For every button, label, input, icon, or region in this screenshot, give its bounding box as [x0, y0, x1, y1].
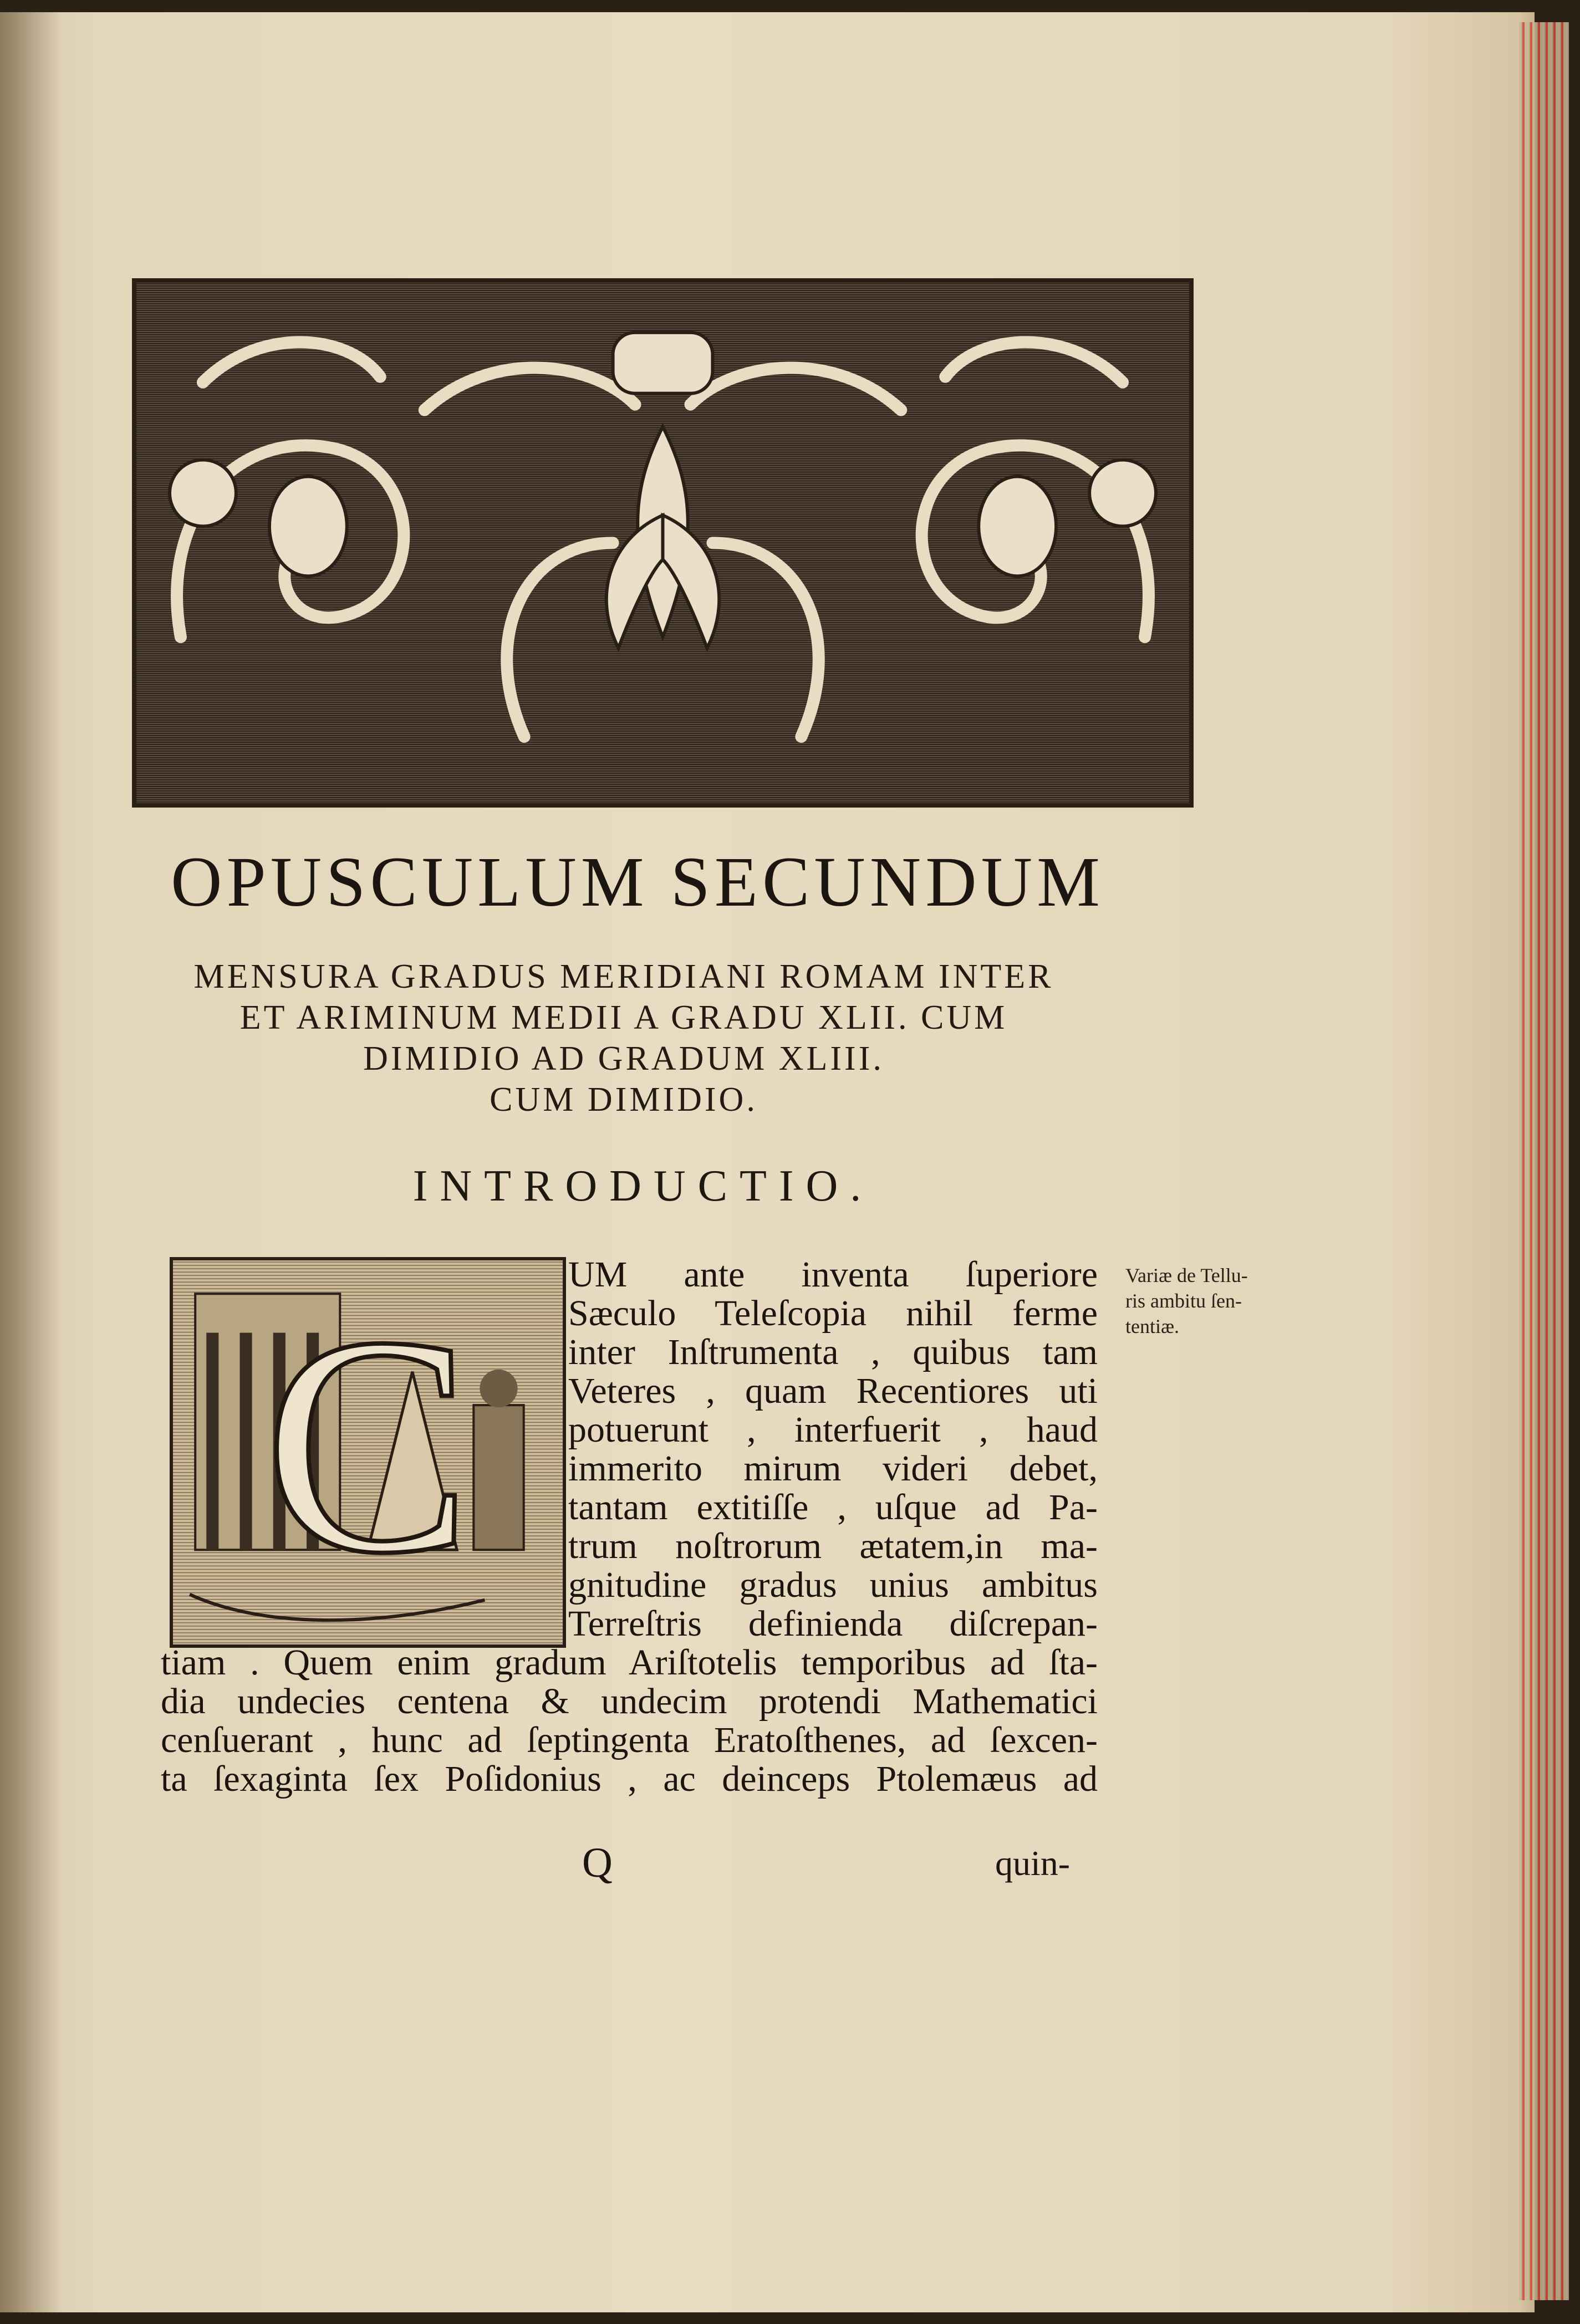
text-line: Terreſtris definienda diſcrepan-	[568, 1603, 1098, 1644]
subtitle-block	[166, 956, 1081, 1120]
subtitle-line: ET ARIMINUM MEDII A GRADU XLII. CUM	[239, 999, 1008, 1036]
text-line: tantam extitiſſe , uſque ad Pa-	[568, 1487, 1098, 1528]
section-heading: INTRODUCTIO.	[412, 1162, 874, 1210]
catchword: quin-	[995, 1843, 1071, 1883]
margin-note-line: Variæ de Tellu-	[1125, 1264, 1248, 1286]
subtitle-line: CUM DIMIDIO.	[490, 1081, 758, 1118]
marginal-note	[1125, 1263, 1292, 1339]
headpiece-ornament	[132, 278, 1194, 808]
text-line: ta ſexaginta ſex Poſidonius , ac deinceps Ptolemæus ad	[161, 1759, 1098, 1799]
text-line: gnitudine gradus unius ambitus	[568, 1565, 1098, 1605]
text-line: Veteres , quam Recentiores uti	[568, 1371, 1098, 1411]
text-line: cenſuerant , hunc ad ſeptingenta Eratoſthenes, ad ſexcen-	[161, 1720, 1098, 1760]
subtitle-line: MENSURA GRADUS MERIDIANI ROMAM INTER	[193, 958, 1054, 995]
text-line: inter Inſtrumenta , quibus tam	[568, 1332, 1098, 1372]
text-line: immerito mirum videri debet,	[568, 1448, 1098, 1489]
initial-c-icon	[173, 1260, 563, 1644]
margin-note-line: tentiæ.	[1125, 1315, 1179, 1337]
scrollwork-icon	[136, 283, 1189, 803]
text-line: trum noſtrorum ætatem,in ma-	[568, 1526, 1098, 1566]
text-line: potuerunt , interfuerit , haud	[568, 1409, 1098, 1450]
initial-letter: C	[263, 1272, 472, 1618]
red-page-edges	[1519, 22, 1569, 2300]
page-gutter-shadow	[0, 12, 61, 2312]
decorated-initial-c	[170, 1257, 566, 1648]
subtitle-line: DIMIDIO AD GRADUM XLIII.	[363, 1040, 884, 1077]
text-line: dia undecies centena & undecim protendi Mathematici	[161, 1681, 1098, 1722]
margin-note-line: ris ambitu ſen-	[1125, 1290, 1242, 1312]
text-line: UM ante inventa ſuperiore	[568, 1254, 1098, 1295]
text-line: tiam . Quem enim gradum Ariſtotelis temporibus ad ſta-	[161, 1642, 1098, 1683]
text-line: Sæculo Teleſcopia nihil ferme	[568, 1293, 1098, 1334]
opusculum-title: OPUSCULUM SECUNDUM	[171, 842, 1104, 921]
signature-mark: Q	[582, 1840, 613, 1886]
